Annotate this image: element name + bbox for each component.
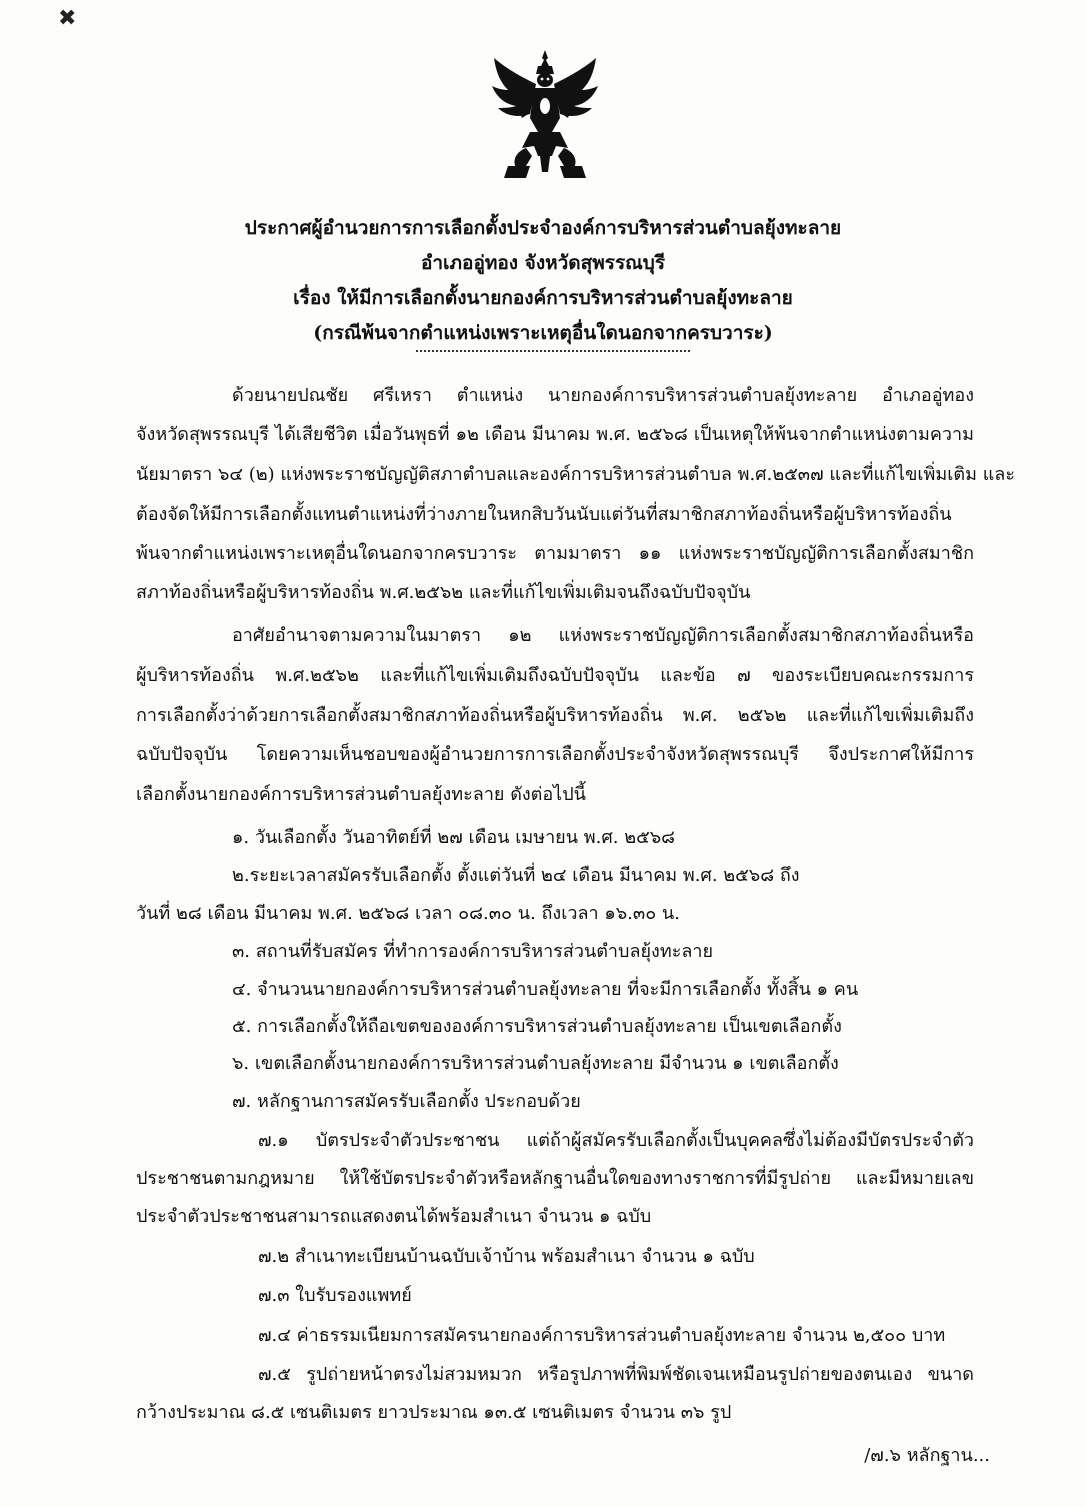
header-line-4: (กรณีพ้นจากตำแหน่งเพราะเหตุอื่นใดนอกจากครบวาระ)	[313, 322, 773, 344]
item-2-line-1: ๒.ระยะเวลาสมัครรับเลือกตั้ง ตั้งแต่วันที่ ๒๔ เดือน มีนาคม พ.ศ. ๒๕๖๘ ถึง	[232, 865, 800, 886]
para2-line-3: การเลือกตั้งว่าด้วยการเลือกตั้งสมาชิกสภาท้องถิ่นหรือผู้บริหารท้องถิ่น พ.ศ. ๒๕๖๒ และที่แก้ไขเพิ่มเติมถึง	[136, 705, 974, 726]
para1-line-5: พ้นจากตำแหน่งเพราะเหตุอื่นใดนอกจากครบวาระ ตามมาตรา ๑๑ แห่งพระราชบัญญัติการเลือกตั้งสมาชิก	[136, 543, 974, 564]
header-line-3: เรื่อง ให้มีการเลือกตั้งนายกองค์การบริหารส่วนตำบลยุ้งทะลาย	[293, 287, 793, 309]
header-line-1: ประกาศผู้อำนวยการการเลือกตั้งประจำองค์การบริหารส่วนตำบลยุ้งทะลาย	[244, 217, 842, 239]
para2-line-2: ผู้บริหารท้องถิ่น พ.ศ.๒๕๖๒ และที่แก้ไขเพิ่มเติมถึงฉบับปัจจุบัน และข้อ ๗ ของระเบียบคณะกรรมการ	[136, 665, 974, 686]
divider	[416, 350, 690, 352]
para2-line-4: ฉบับปัจจุบัน โดยความเห็นชอบของผู้อำนวยการการเลือกตั้งประจำจังหวัดสุพรรณบุรี จึงประกาศให้มีการ	[136, 744, 974, 765]
item-4: ๔. จำนวนนายกองค์การบริหารส่วนตำบลยุ้งทะลาย ที่จะมีการเลือกตั้ง ทั้งสิ้น ๑ คน	[232, 979, 859, 1000]
para1-line-6: สภาท้องถิ่นหรือผู้บริหารท้องถิ่น พ.ศ.๒๕๖๒ และที่แก้ไขเพิ่มเติมจนถึงฉบับปัจจุบัน	[136, 582, 751, 603]
corner-mark: ✖	[58, 6, 77, 31]
para1-line-3: นัยมาตรา ๖๔ (๒) แห่งพระราชบัญญัติสภาตำบลและองค์การบริหารส่วนตำบล พ.ศ.๒๕๓๗ และที่แก้ไขเพิ่มเติม และ	[136, 464, 1016, 485]
item-3: ๓. สถานที่รับสมัคร ที่ทำการองค์การบริหารส่วนตำบลยุ้งทะลาย	[232, 941, 714, 962]
item-7-2: ๗.๒ สำเนาทะเบียนบ้านฉบับเจ้าบ้าน พร้อมสำเนา จำนวน ๑ ฉบับ	[258, 1246, 755, 1267]
item-1: ๑. วันเลือกตั้ง วันอาทิตย์ที่ ๒๗ เดือน เมษายน พ.ศ. ๒๕๖๘	[232, 827, 676, 848]
para2-line-5: เลือกตั้งนายกองค์การบริหารส่วนตำบลยุ้งทะลาย ดังต่อไปนี้	[136, 784, 586, 805]
item-2-line-2: วันที่ ๒๘ เดือน มีนาคม พ.ศ. ๒๕๖๘ เวลา ๐๘.๓๐ น. ถึงเวลา ๑๖.๓๐ น.	[136, 903, 680, 924]
para1-line-2: จังหวัดสุพรรณบุรี ได้เสียชีวิต เมื่อวันพุธที่ ๑๒ เดือน มีนาคม พ.ศ. ๒๕๖๘ เป็นเหตุให้พ้นจากตำแหน่งตามความ	[136, 424, 974, 445]
item-7-3: ๗.๓ ใบรับรองแพทย์	[258, 1285, 412, 1306]
item-7-1-line-3: ประจำตัวประชาชนสามารถแสดงตนได้พร้อมสำเนา จำนวน ๑ ฉบับ	[136, 1206, 652, 1227]
continuation-note: /๗.๖ หลักฐาน...	[864, 1445, 990, 1466]
item-5: ๕. การเลือกตั้งให้ถือเขตขององค์การบริหารส่วนตำบลยุ้งทะลาย เป็นเขตเลือกตั้ง	[232, 1016, 842, 1037]
item-7-1-line-1: ๗.๑ บัตรประจำตัวประชาชน แต่ถ้าผู้สมัครรับเลือกตั้งเป็นบุคคลซึ่งไม่ต้องมีบัตรประจำตัว	[258, 1130, 974, 1151]
item-6: ๖. เขตเลือกตั้งนายกองค์การบริหารส่วนตำบลยุ้งทะลาย มีจำนวน ๑ เขตเลือกตั้ง	[232, 1053, 839, 1074]
garuda-emblem	[486, 48, 604, 183]
item-7-5-line-2: กว้างประมาณ ๘.๕ เซนติเมตร ยาวประมาณ ๑๓.๕ เซนติเมตร จำนวน ๓๖ รูป	[136, 1402, 732, 1423]
item-7-5-line-1: ๗.๕ รูปถ่ายหน้าตรงไม่สวมหมวก หรือรูปภาพที่พิมพ์ชัดเจนเหมือนรูปถ่ายของตนเอง ขนาด	[258, 1364, 974, 1385]
item-7: ๗. หลักฐานการสมัครรับเลือกตั้ง ประกอบด้วย	[232, 1091, 581, 1112]
header-line-2: อำเภออู่ทอง จังหวัดสุพรรณบุรี	[420, 252, 666, 274]
item-7-4: ๗.๔ ค่าธรรมเนียมการสมัครนายกองค์การบริหารส่วนตำบลยุ้งทะลาย จำนวน ๒,๕๐๐ บาท	[258, 1325, 946, 1346]
para1-line-1: ด้วยนายปณชัย ศรีเหรา ตำแหน่ง นายกองค์การบริหารส่วนตำบลยุ้งทะลาย อำเภออู่ทอง	[232, 385, 974, 406]
item-7-1-line-2: ประชาชนตามกฎหมาย ให้ใช้บัตรประจำตัวหรือหลักฐานอื่นใดของทางราชการที่มีรูปถ่าย และมีหมายเลข	[136, 1168, 974, 1189]
para1-line-4: ต้องจัดให้มีการเลือกตั้งแทนตำแหน่งที่ว่างภายในหกสิบวันนับแต่วันที่สมาชิกสภาท้องถิ่นหรือผู้บริหารท้องถิ่น	[136, 504, 952, 525]
para2-line-1: อาศัยอำนาจตามความในมาตรา ๑๒ แห่งพระราชบัญญัติการเลือกตั้งสมาชิกสภาท้องถิ่นหรือ	[232, 625, 974, 646]
